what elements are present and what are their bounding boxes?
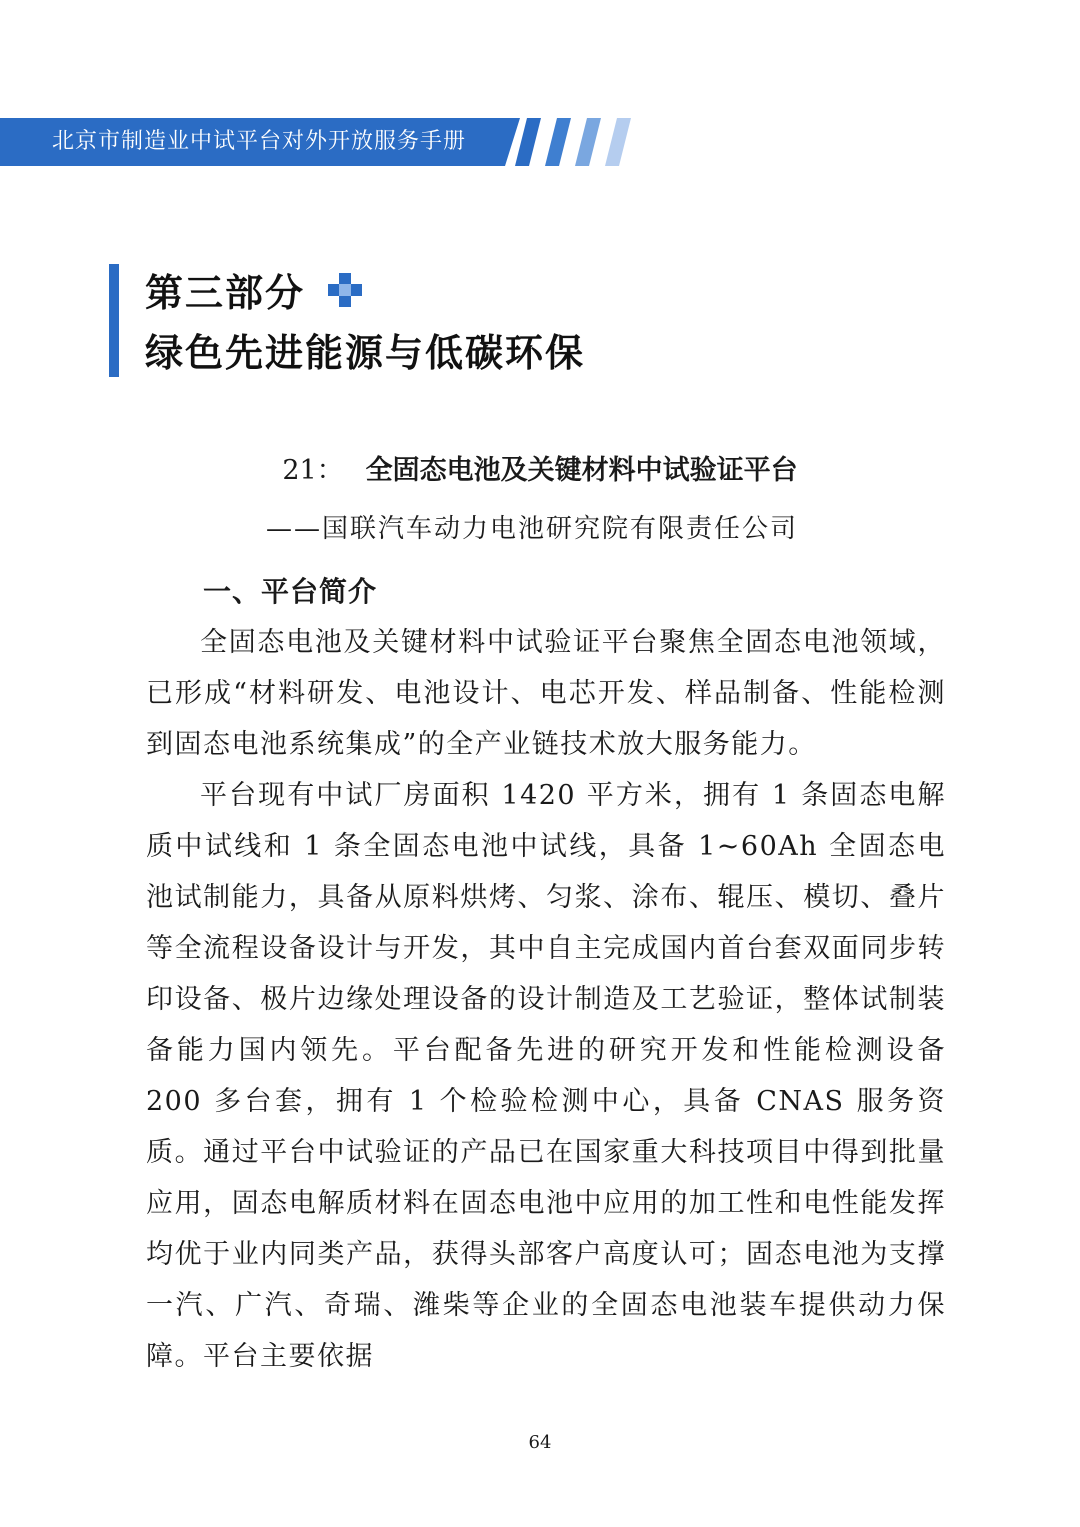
intro-body: [146, 617, 946, 1382]
header-title: 北京市制造业中试平台对外开放服务手册: [52, 129, 467, 154]
cross-icon: [328, 273, 362, 307]
platform-organization: ——国联汽车动力电池研究院有限责任公司: [266, 514, 799, 544]
intro-heading: 一、平台简介: [203, 575, 378, 608]
section-part-title: 第三部分: [145, 271, 306, 315]
page-number: 64: [528, 1432, 552, 1453]
header-stripes-decoration: [515, 118, 645, 166]
section-accent-bar: [109, 264, 119, 377]
platform-name: 全固态电池及关键材料中试验证平台: [365, 455, 798, 486]
platform-title: [0, 448, 1080, 487]
section-name: 绿色先进能源与低碳环保: [145, 331, 586, 375]
platform-number: 21：: [282, 455, 344, 486]
intro-paragraph: 平台现有中试厂房面积 1420 平方米，拥有 1 条固态电解质中试线和 1 条全固态电池中试线，具备 1~60Ah 全固态电池试制能力，具备从原料烘烤、匀浆、涂布、辊压、模切、叠片等全流程设备设计与开发，其中自主完成国内首台套双面同步转印设备、极片边缘处理设备的设计制造及工艺验证，整体试制装备能力国内领先。平台配备先进的研究开发和性能检测设备 200 多台套，拥有 1 个检验检测中心，具备 CNAS 服务资质。通过平台中试验证的产品已在国家重大科技项目中得到批量应用，固态电解质材料在固态电池中应用的加工性和电性能发挥均优于业内同类产品，获得头部客户高度认可；固态电池为支撑一汽、广汽、奇瑞、潍柴等企业的全固态电池装车提供动力保障。平台主要依据: [146, 780, 946, 1372]
intro-paragraph: 全固态电池及关键材料中试验证平台聚焦全固态电池领域，已形成“材料研发、电池设计、电芯开发、样品制备、性能检测到固态电池系统集成”的全产业链技术放大服务能力。: [146, 627, 946, 760]
